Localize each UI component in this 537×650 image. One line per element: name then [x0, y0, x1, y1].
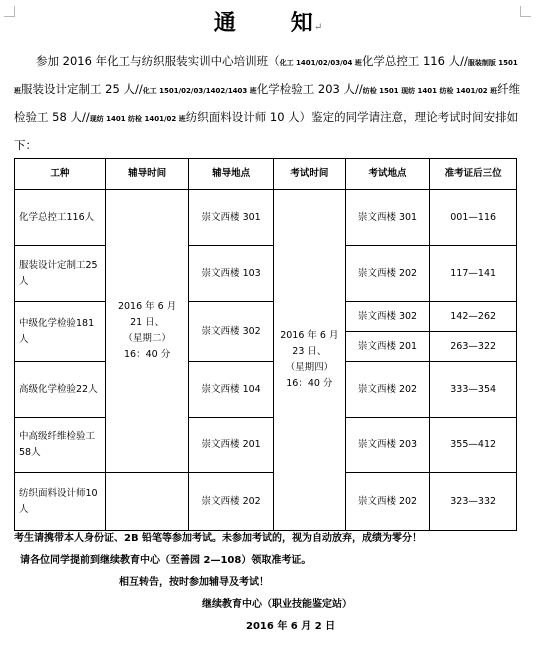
job-cell: 高级化学检验22人 — [15, 362, 106, 418]
coach-place-cell: 崇文西楼 202 — [189, 473, 274, 531]
job-cell: 中高级纤维检验工58人 — [15, 418, 106, 473]
coach-place-cell: 崇文西楼 302 — [189, 302, 274, 362]
intro-text: 化学总控工 116 人// — [361, 54, 468, 68]
intro-class-list: 纺检 1501 现纺 1401 纺检 1401/02 班 — [362, 87, 498, 95]
coach-time-cell — [105, 473, 188, 531]
column-header: 考试地点 — [345, 159, 430, 190]
exam-time-cell — [273, 190, 345, 531]
table-row — [15, 418, 517, 473]
intro-class-list: 化工 1501/02/03/1402/1403 班 — [142, 87, 257, 95]
coach-place-cell: 崇文西楼 301 — [189, 190, 274, 246]
job-cell: 服装设计定制工25人 — [15, 246, 106, 302]
coach-time-line: （星期二） — [123, 333, 171, 344]
ticket-range-cell: 142—262 — [430, 302, 517, 332]
table-row — [15, 190, 517, 246]
exam-place-cell: 崇文西楼 202 — [345, 362, 430, 418]
exam-place-cell: 崇文西楼 202 — [345, 473, 430, 531]
exam-time-line: 23 日、 — [292, 346, 327, 357]
note-line: 考生请携带本人身份证、2B 铅笔等参加考试。未参加考试的，视为自动放弃，成绩为零分！ — [14, 533, 423, 544]
exam-time-line: 16：40 分 — [286, 378, 333, 389]
exam-place-cell: 崇文西楼 302 — [345, 302, 430, 332]
coach-place-cell: 崇文西楼 103 — [189, 246, 274, 302]
exam-place-cell: 崇文西楼 201 — [345, 332, 430, 362]
schedule-table — [14, 158, 517, 531]
intro-text: 纺织面料设计师 10 人）鉴定的同学请注意，理论考试时间安排如下： — [14, 110, 519, 152]
table-row — [15, 302, 517, 332]
notice-title: 通 知↵ — [213, 10, 324, 36]
ticket-range-cell: 355—412 — [430, 418, 517, 473]
table-row — [15, 246, 517, 302]
ticket-range-cell: 333—354 — [430, 362, 517, 418]
title-char: 通 — [213, 10, 237, 36]
exam-place-cell: 崇文西楼 203 — [345, 418, 430, 473]
table-row — [15, 473, 517, 531]
job-cell: 纺织面料设计师10人 — [15, 473, 106, 531]
intro-class-list: 现纺 1401 纺检 1401/02 班 — [89, 115, 186, 123]
exam-time-line: （星期四） — [285, 362, 334, 373]
intro-text: 服装设计定制工 25 人// — [21, 82, 143, 96]
note-line: 相互转告，按时参加辅导及考试！ — [119, 577, 269, 588]
job-cell: 中级化学检验181人 — [15, 302, 106, 362]
column-header: 辅导时间 — [105, 159, 188, 190]
exam-place-cell: 崇文西楼 301 — [345, 190, 430, 246]
intro-text: 化学检验工 203 人// — [256, 82, 363, 96]
note-line: 请各位同学提前到继续教育中心（至善园 2—108）领取准考证。 — [20, 555, 312, 566]
column-header: 工种 — [15, 159, 106, 190]
coach-place-cell: 崇文西楼 104 — [189, 362, 274, 418]
ticket-range-cell: 323—332 — [430, 473, 517, 531]
coach-time-line: 21 日、 — [130, 317, 165, 328]
coach-time-line: 2016 年 6 月 — [117, 301, 177, 312]
exam-time-line: 2016 年 6 月 — [280, 330, 339, 341]
column-header: 考试时间 — [273, 159, 345, 190]
intro-text: 参加 2016 年化工与纺织服装实训中心培训班（ — [36, 54, 280, 68]
table-row — [15, 362, 517, 418]
intro-class-list: 服装制版 1501 班 — [14, 59, 518, 95]
coach-time-cell — [105, 190, 188, 473]
coach-place-cell: 崇文西楼 201 — [189, 418, 274, 473]
date-line: 2016 年 6 月 2 日 — [246, 621, 336, 632]
column-header: 准考证后三位 — [430, 159, 517, 190]
title-char: 知 — [290, 10, 314, 36]
job-cell: 化学总控工116人 — [15, 190, 106, 246]
intro-paragraph — [14, 48, 524, 158]
table-header-row — [15, 159, 517, 190]
intro-text: 纤维检验工 58 人// — [14, 82, 521, 124]
ticket-range-cell: 263—322 — [430, 332, 517, 362]
issuer-line: 继续教育中心（职业技能鉴定站） — [202, 599, 352, 610]
intro-class-list: 化工 1401/02/03/04 班 — [279, 59, 362, 67]
column-header: 辅导地点 — [189, 159, 274, 190]
exam-place-cell: 崇文西楼 202 — [345, 246, 430, 302]
ticket-range-cell: 001—116 — [430, 190, 517, 246]
coach-time-line: 16：40 分 — [124, 349, 171, 360]
notes-section — [14, 528, 524, 638]
ticket-range-cell: 117—141 — [430, 246, 517, 302]
